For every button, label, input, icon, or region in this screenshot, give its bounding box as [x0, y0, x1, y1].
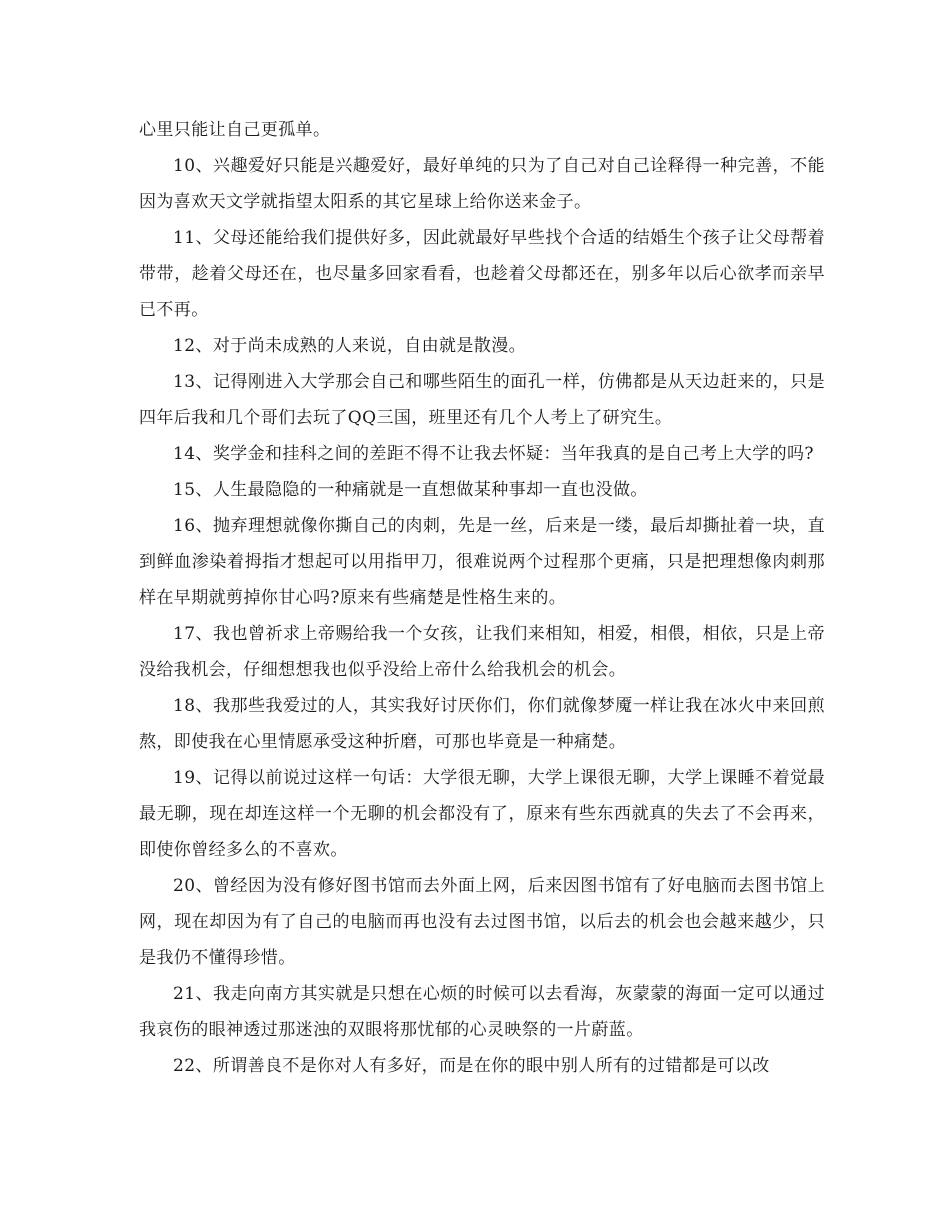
paragraph-18: 18、我那些我爱过的人，其实我好讨厌你们，你们就像梦魇一样让我在冰火中来回煎熬，即使我在心里情愿承受这种折磨，可那也毕竟是一种痛楚。	[139, 696, 825, 752]
paragraph-10: 10、兴趣爱好只能是兴趣爱好，最好单纯的只为了自己对自己诠释得一种完善，不能因为喜欢天文学就指望太阳系的其它星球上给你送来金子。	[139, 156, 825, 212]
paragraph-15: 15、人生最隐隐的一种痛就是一直想做某种事却一直也没做。	[173, 480, 648, 500]
paragraph-12: 12、对于尚未成熟的人来说，自由就是散漫。	[173, 336, 527, 356]
paragraph-17: 17、我也曾祈求上帝赐给我一个女孩，让我们来相知，相爱，相偎，相依，只是上帝没给我机会，仔细想想我也似乎没给上帝什么给我机会的机会。	[139, 624, 825, 680]
paragraph-13: 13、记得刚进入大学那会自己和哪些陌生的面孔一样，仿佛都是从天边赶来的，只是四年后我和几个哥们去玩了QQ三国，班里还有几个人考上了研究生。	[139, 372, 825, 428]
document-body	[139, 112, 825, 1084]
paragraph-21: 21、我走向南方其实就是只想在心烦的时候可以去看海，灰蒙蒙的海面一定可以通过我哀伤的眼神透过那迷浊的双眼将那忧郁的心灵映祭的一片蔚蓝。	[139, 984, 825, 1040]
paragraph-continuation: 心里只能让自己更孤单。	[139, 120, 331, 140]
paragraph-19: 19、记得以前说过这样一句话：大学很无聊，大学上课很无聊，大学上课睡不着觉最最无聊，现在却连这样一个无聊的机会都没有了，原来有些东西就真的失去了不会再来，即使你曾经多么的不喜欢。	[139, 768, 825, 860]
paragraph-20: 20、曾经因为没有修好图书馆而去外面上网，后来因图书馆有了好电脑而去图书馆上网，现在却因为有了自己的电脑而再也没有去过图书馆，以后去的机会也会越来越少，只是我仍不懂得珍惜。	[139, 876, 825, 968]
paragraph-11: 11、父母还能给我们提供好多，因此就最好早些找个合适的结婚生个孩子让父母帮着带带，趁着父母还在，也尽量多回家看看，也趁着父母都还在，别多年以后心欲孝而亲早已不再。	[139, 228, 825, 320]
paragraph-22: 22、所谓善良不是你对人有多好，而是在你的眼中别人所有的过错都是可以改	[173, 1056, 770, 1076]
paragraph-14: 14、奖学金和挂科之间的差距不得不让我去怀疑：当年我真的是自己考上大学的吗?	[173, 444, 814, 464]
paragraph-16: 16、抛弃理想就像你撕自己的肉刺，先是一丝，后来是一缕，最后却撕扯着一块，直到鲜血渗染着拇指才想起可以用指甲刀，很难说两个过程那个更痛，只是把理想像肉刺那样在早期就剪掉你甘心吗?原来有些痛楚是性格生来的。	[139, 516, 825, 608]
